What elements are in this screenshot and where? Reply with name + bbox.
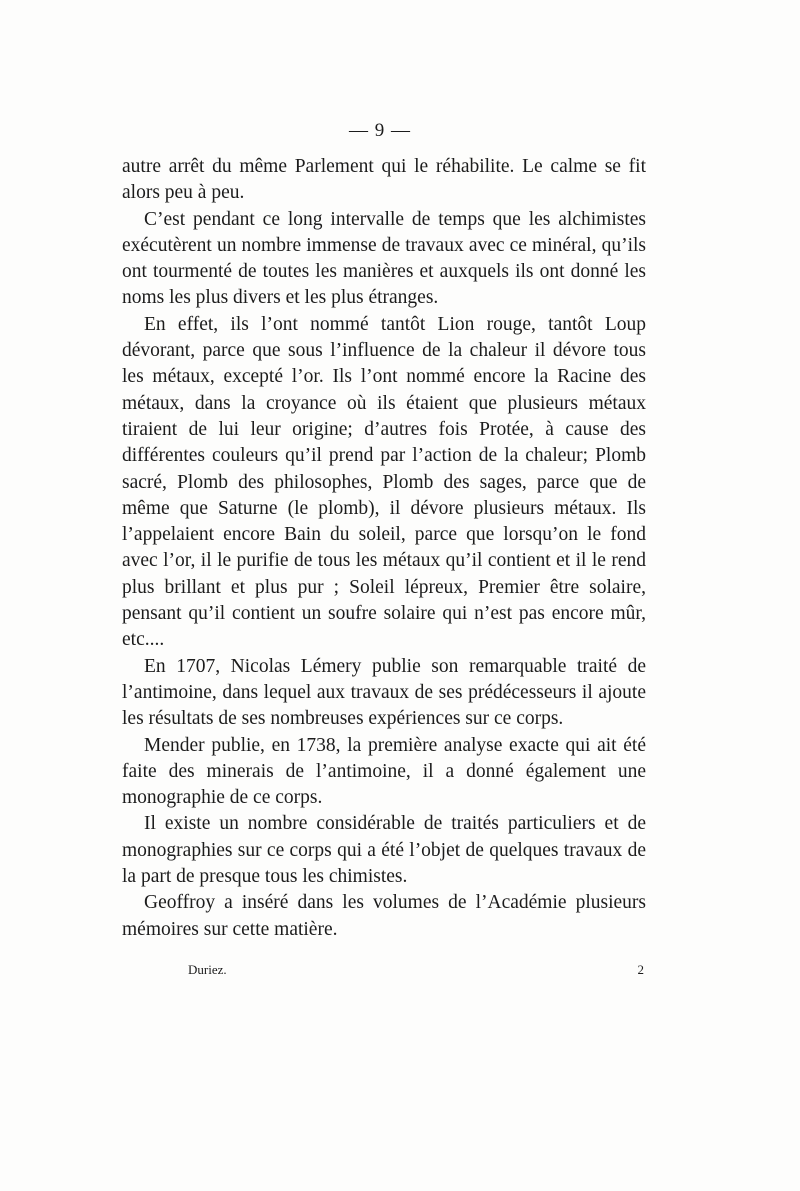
page-footer [188,962,648,982]
paragraph-continuation: autre arrêt du même Parlement qui le réhabilite. Le calme se fit alors peu à peu. [122,156,646,204]
paragraph-mender: Mender publie, en 1738, la première analyse exacte qui ait été faite des minerais de l’antimoine, il a donné également une monographie de ce corps. [122,734,646,809]
signature-mark: 2 [637,962,644,977]
paragraph-names: En effet, ils l’ont nommé tantôt Lion rouge, tantôt Loup dévorant, parce que sous l’influence de la chaleur il dévore tous les métaux, excepté l’or. Ils l’ont nommé encore la Racine des métaux, dans la croyance où ils étaient que plusieurs métaux tiraient de lui leur origine; d’autres fois Protée, à cause des différentes couleurs qu’il prend par l’action de la chaleur; Plomb sacré, Plomb des philosophes, Plomb des sages, parce que de même que Saturne (le plomb), il dévore plusieurs métaux. Ils l’appelaient encore Bain du soleil, parce que lorsqu’on le fond avec l’or, il le purifie de tous les métaux qu’il contient et il le rend plus brillant et plus pur ; Soleil lépreux, Premier être solaire, pensant qu’il contient un soufre solaire qui n’est pas encore mûr, etc.... [122,313,646,651]
footer-author: Duriez. [188,962,227,977]
paragraph-monographies: Il existe un nombre considérable de traités particuliers et de monographies sur ce corps qui a été l’objet de quelques travaux de la part de presque tous les chimistes. [122,813,646,888]
paragraph-lemery: En 1707, Nicolas Lémery publie son remarquable traité de l’antimoine, dans lequel aux travaux de ses prédécesseurs il ajoute les résultats de ses nombreuses expériences sur ce corps. [122,655,646,730]
body-text [122,154,646,943]
page-number: — 9 — [349,120,411,141]
paragraph-geoffroy: Geoffroy a inséré dans les volumes de l’Académie plusieurs mémoires sur cette matière. [122,892,646,940]
paragraph-alchemists: C’est pendant ce long intervalle de temps que les alchimistes exécutèrent un nombre immense de travaux avec ce minéral, qu’ils ont tourmenté de toutes les manières et auxquels ils ont donné les noms les plus divers et les plus étranges. [122,208,646,309]
